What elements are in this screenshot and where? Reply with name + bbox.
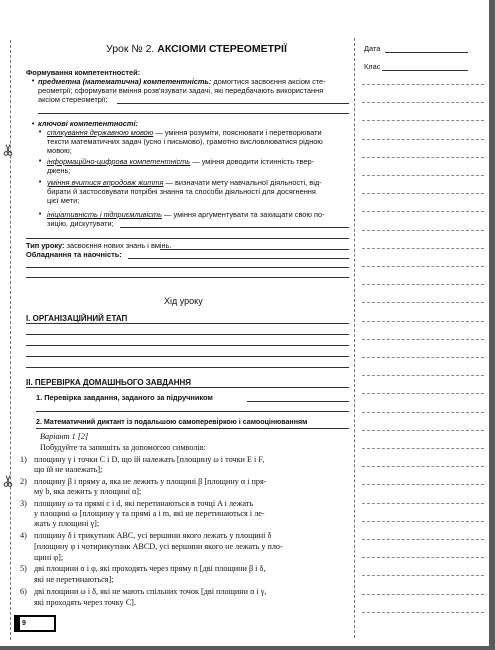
fill-line bbox=[160, 249, 349, 250]
item-line: що їй не належать]; bbox=[34, 465, 103, 474]
key-item-line: тексти математичних задач (усно і письмово), грамотно висловлюватися рідною bbox=[47, 137, 323, 146]
rule bbox=[26, 387, 349, 388]
note-line bbox=[362, 102, 484, 103]
note-line bbox=[362, 448, 484, 449]
section-2-title: ІІ. ПЕРЕВІРКА ДОМАШНЬОГО ЗАВДАННЯ bbox=[26, 378, 192, 387]
note-line bbox=[362, 157, 484, 158]
lesson-title: Урок № 2. АКСІОМИ СТЕРЕОМЕТРІЇ bbox=[106, 43, 287, 55]
class-line bbox=[382, 70, 468, 71]
scissors-icon bbox=[3, 144, 13, 156]
course-title: Хід уроку bbox=[164, 296, 203, 306]
note-line bbox=[362, 412, 484, 413]
key-competences: ключові компетентності: bbox=[38, 119, 138, 128]
note-line bbox=[362, 230, 484, 231]
note-line bbox=[362, 484, 484, 485]
item-line: площину γ і точки C і D, що їй належать [площину ω і точки E і F, bbox=[34, 455, 265, 464]
note-line bbox=[362, 594, 484, 595]
key-item-line: джень; bbox=[47, 166, 71, 175]
rule bbox=[26, 323, 349, 324]
item-number: 3) bbox=[20, 499, 27, 508]
fill-line bbox=[26, 277, 349, 278]
item-line: дві площини α і φ, які проходять через пряму n [дві площини β і δ, bbox=[34, 564, 266, 573]
date-label: Дата bbox=[364, 44, 381, 53]
key-item: інформаційно-цифрова компетентність — уміння доводити істинність твер- bbox=[47, 157, 315, 166]
fill-line bbox=[38, 113, 349, 114]
item-number: 1) bbox=[20, 455, 27, 464]
rule bbox=[26, 238, 349, 239]
cut-line bbox=[10, 40, 11, 640]
item-line: площину β і пряму a, яка не лежить у площині β [площину α і пря- bbox=[34, 477, 267, 486]
key-item: ініціативність і підприємливість — уміння аргументувати та захищати свою по- bbox=[47, 210, 325, 219]
key-item-line: бирати й застосовувати потрібні знання та способи діяльності для досягнення bbox=[47, 187, 316, 196]
item-line: жать у площині γ]; bbox=[34, 519, 100, 528]
key-item-line: мовою; bbox=[47, 146, 72, 155]
class-label: Клас bbox=[364, 62, 381, 71]
note-line bbox=[362, 120, 484, 121]
lesson-type: Тип уроку: засвоєння нових знань і вмінь. bbox=[26, 241, 172, 250]
item-number: 5) bbox=[20, 564, 27, 573]
note-line bbox=[362, 503, 484, 504]
fill-line bbox=[247, 401, 349, 402]
note-line bbox=[362, 557, 484, 558]
item-line: [площину φ і чотирикутник ABCD, усі вершини якого не лежать у пло- bbox=[34, 542, 283, 551]
note-line bbox=[362, 539, 484, 540]
note-line bbox=[362, 339, 484, 340]
equipment-label: Обладнання та наочність: bbox=[26, 250, 122, 259]
fill-line bbox=[26, 267, 349, 268]
note-line bbox=[362, 393, 484, 394]
bullet: • bbox=[38, 210, 43, 218]
fill-line bbox=[26, 334, 349, 335]
item-number: 6) bbox=[20, 587, 27, 596]
subject-competence: предметна (математична) компетентність: домогтися засвоєння аксіом сте- bbox=[38, 77, 326, 86]
note-line bbox=[362, 575, 484, 576]
variant-label: Варіант 1 [2] bbox=[40, 432, 89, 441]
item-line: щині φ]; bbox=[34, 553, 64, 562]
date-line bbox=[385, 52, 468, 53]
fill-line bbox=[26, 356, 349, 357]
fill-line bbox=[26, 367, 349, 368]
bullet: • bbox=[31, 120, 36, 128]
note-line bbox=[362, 139, 484, 140]
note-line bbox=[362, 375, 484, 376]
subject-competence-line: реометрії; сформувати вміння розв'язувати задачі, які передбачають використання bbox=[38, 86, 324, 95]
item-line: які проходять через точку C]. bbox=[34, 598, 136, 607]
note-line bbox=[362, 266, 484, 267]
item-line: дві площини ω і δ, які не мають спільних точок [дві площини α і γ, bbox=[34, 587, 267, 596]
subject-competence-line: аксіом стереометрії; bbox=[38, 95, 108, 104]
note-line bbox=[362, 321, 484, 322]
note-line bbox=[362, 284, 484, 285]
scissors-icon bbox=[3, 475, 13, 487]
note-line bbox=[362, 211, 484, 212]
note-line bbox=[362, 430, 484, 431]
subsection-2: 2. Математичний диктант із подальшою самоперевіркою і самооцінюванням bbox=[36, 418, 308, 426]
fill-line bbox=[36, 411, 349, 412]
note-line bbox=[362, 612, 484, 613]
item-line: у площині ω [площину γ та прямі a і m, які не перетинаються і ле- bbox=[34, 509, 265, 518]
subsection-1: 1. Перевірка завдання, заданого за підручником bbox=[36, 393, 213, 402]
key-item: спілкування державною мовою — уміння розуміти, пояснювати і перетворювати bbox=[47, 128, 322, 137]
fill-line bbox=[117, 103, 349, 104]
note-line bbox=[362, 248, 484, 249]
item-line: му b, яка лежить у площині α]; bbox=[34, 487, 142, 496]
note-line bbox=[362, 193, 484, 194]
note-line bbox=[362, 466, 484, 467]
bullet: • bbox=[38, 157, 43, 165]
note-line bbox=[362, 302, 484, 303]
note-line bbox=[362, 175, 484, 176]
key-item-line: цієї мети; bbox=[47, 196, 80, 205]
item-number: 2) bbox=[20, 477, 27, 486]
task-intro: Побудуйте та запишіть за допомогою символів: bbox=[40, 443, 206, 452]
note-line bbox=[362, 357, 484, 358]
competences-heading: Формування компетентностей: bbox=[26, 68, 141, 77]
bullet: • bbox=[31, 77, 36, 85]
bullet: • bbox=[38, 128, 43, 136]
item-line: які не перетинаються]; bbox=[34, 575, 114, 584]
key-item: уміння вчитися впродовж життя — визначати мету навчальної діяльності, від- bbox=[47, 178, 322, 187]
page-number: 9 bbox=[20, 617, 54, 630]
bullet: • bbox=[38, 178, 43, 186]
note-line bbox=[362, 84, 484, 85]
item-number: 4) bbox=[20, 531, 27, 540]
item-line: площину ω та прямі c і d, які перетинаються в точці A і лежать bbox=[34, 499, 254, 508]
rule bbox=[36, 428, 349, 429]
section-1-title: І. ОРГАНІЗАЦІЙНИЙ ЕТАП bbox=[26, 314, 128, 323]
key-item-line: зицію, дискутувати; bbox=[47, 219, 114, 228]
note-line bbox=[362, 521, 484, 522]
item-line: площину δ і трикутник ABC, усі вершини якого лежать у площині δ bbox=[34, 531, 272, 540]
fill-line bbox=[128, 258, 349, 259]
fill-line bbox=[120, 227, 349, 228]
fill-line bbox=[26, 345, 349, 346]
margin-divider bbox=[354, 38, 355, 638]
